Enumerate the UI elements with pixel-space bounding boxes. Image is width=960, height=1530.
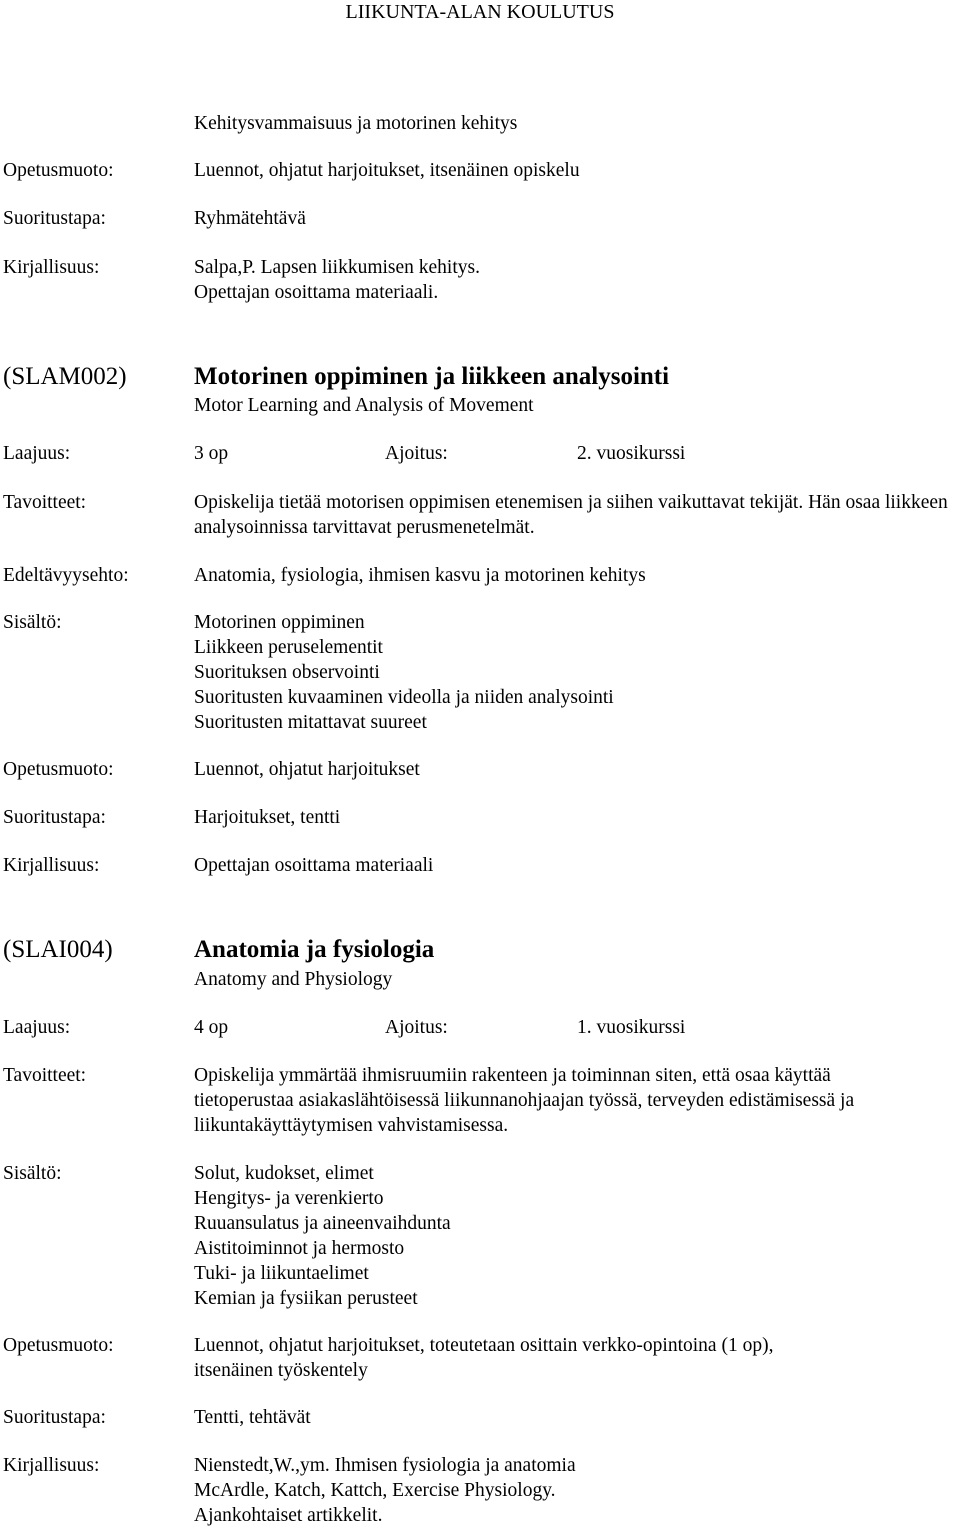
sisalto-list (194, 610, 960, 735)
list-item: Kemian ja fysiikan perusteet (194, 1288, 418, 1309)
tavoitteet-label: Tavoitteet: (3, 492, 87, 513)
course-code: (SLAI004) (3, 936, 113, 963)
edeltavyys-value: Anatomia, fysiologia, ihmisen kasvu ja motorinen kehitys (194, 565, 646, 586)
kirjallisuus-line: Nienstedt,W.,ym. Ihmisen fysiologia ja anatomia (194, 1455, 576, 1476)
kirjallisuus-value (194, 1453, 960, 1528)
sisalto-list (194, 1161, 960, 1311)
opetusmuoto-label: Opetusmuoto: (3, 759, 114, 780)
suoritustapa-label: Suoritustapa: (3, 807, 106, 828)
opetusmuoto-value (194, 1333, 960, 1383)
opetusmuoto-line: itsenäinen työskentely (194, 1360, 368, 1381)
list-item: Ruuansulatus ja aineenvaihdunta (194, 1213, 451, 1234)
list-item: Suoritusten mitattavat suureet (194, 712, 427, 733)
kirjallisuus-label: Kirjallisuus: (3, 257, 100, 278)
course-subtitle: Anatomy and Physiology (194, 969, 393, 990)
kirjallisuus-line: Ajankohtaiset artikkelit. (194, 1505, 383, 1526)
kirjallisuus-line: McArdle, Katch, Kattch, Exercise Physiology. (194, 1480, 556, 1501)
tavoitteet-line: Opiskelija ymmärtää ihmisruumiin rakenteen ja toiminnan siten, että osaa käyttää (194, 1065, 831, 1086)
opetusmuoto-label: Opetusmuoto: (3, 160, 114, 181)
opetusmuoto-value: Luennot, ohjatut harjoitukset (194, 759, 420, 780)
list-item: Solut, kudokset, elimet (194, 1163, 374, 1184)
tavoitteet-value: Opiskelija tietää motorisen oppimisen etenemisen ja siihen vaikuttavat tekijät. Hän osaa liikkeen analysoinnissa tarvittavat perusmenetelmät. (194, 492, 948, 538)
suoritustapa-value: Ryhmätehtävä (194, 208, 306, 229)
kirjallisuus-value (194, 255, 960, 305)
course-title: Kehitysvammaisuus ja motorinen kehitys (194, 113, 518, 134)
laajuus-value: 3 op (194, 443, 229, 464)
ajoitus-label: Ajoitus: (385, 443, 448, 464)
suoritustapa-value: Harjoitukset, tentti (194, 807, 341, 828)
laajuus-label: Laajuus: (3, 1017, 71, 1038)
opetusmuoto-line: Luennot, ohjatut harjoitukset, toteutetaan osittain verkko-opintoina (1 op), (194, 1335, 774, 1356)
kirjallisuus-label: Kirjallisuus: (3, 1455, 100, 1476)
list-item: Suorituksen observointi (194, 662, 380, 683)
list-item: Tuki- ja liikuntaelimet (194, 1263, 369, 1284)
laajuus-value: 4 op (194, 1017, 229, 1038)
course-subtitle: Motor Learning and Analysis of Movement (194, 395, 534, 416)
list-item: Aistitoiminnot ja hermosto (194, 1238, 405, 1259)
ajoitus-value: 1. vuosikurssi (577, 1017, 686, 1038)
suoritustapa-label: Suoritustapa: (3, 1407, 106, 1428)
course-title: Motorinen oppiminen ja liikkeen analysointi (194, 363, 670, 390)
sisalto-label: Sisältö: (3, 1163, 62, 1184)
suoritustapa-label: Suoritustapa: (3, 208, 106, 229)
ajoitus-value: 2. vuosikurssi (577, 443, 686, 464)
kirjallisuus-value: Opettajan osoittama materiaali (194, 855, 434, 876)
tavoitteet-label: Tavoitteet: (3, 1065, 87, 1086)
list-item: Hengitys- ja verenkierto (194, 1188, 384, 1209)
tavoitteet-line: liikuntakäyttäytymisen vahvistamisessa. (194, 1115, 509, 1136)
page-header: LIIKUNTA-ALAN KOULUTUS (345, 1, 615, 23)
kirjallisuus-line: Salpa,P. Lapsen liikkumisen kehitys. (194, 257, 480, 278)
list-item: Suoritusten kuvaaminen videolla ja niiden analysointi (194, 687, 614, 708)
edeltavyys-label: Edeltävyysehto: (3, 565, 129, 586)
course-code: (SLAM002) (3, 363, 127, 390)
ajoitus-label: Ajoitus: (385, 1017, 448, 1038)
kirjallisuus-label: Kirjallisuus: (3, 855, 100, 876)
list-item: Liikkeen peruselementit (194, 637, 383, 658)
sisalto-label: Sisältö: (3, 612, 62, 633)
opetusmuoto-label: Opetusmuoto: (3, 1335, 114, 1356)
list-item: Motorinen oppiminen (194, 612, 365, 633)
tavoitteet-line: tietoperustaa asiakaslähtöisessä liikunnanohjaajan työssä, terveyden edistämisessä ja (194, 1090, 855, 1111)
course-title: Anatomia ja fysiologia (194, 936, 435, 963)
laajuus-label: Laajuus: (3, 443, 71, 464)
opetusmuoto-value: Luennot, ohjatut harjoitukset, itsenäinen opiskelu (194, 160, 580, 181)
kirjallisuus-line: Opettajan osoittama materiaali. (194, 282, 439, 303)
tavoitteet-value (194, 1063, 960, 1138)
suoritustapa-value: Tentti, tehtävät (194, 1407, 311, 1428)
